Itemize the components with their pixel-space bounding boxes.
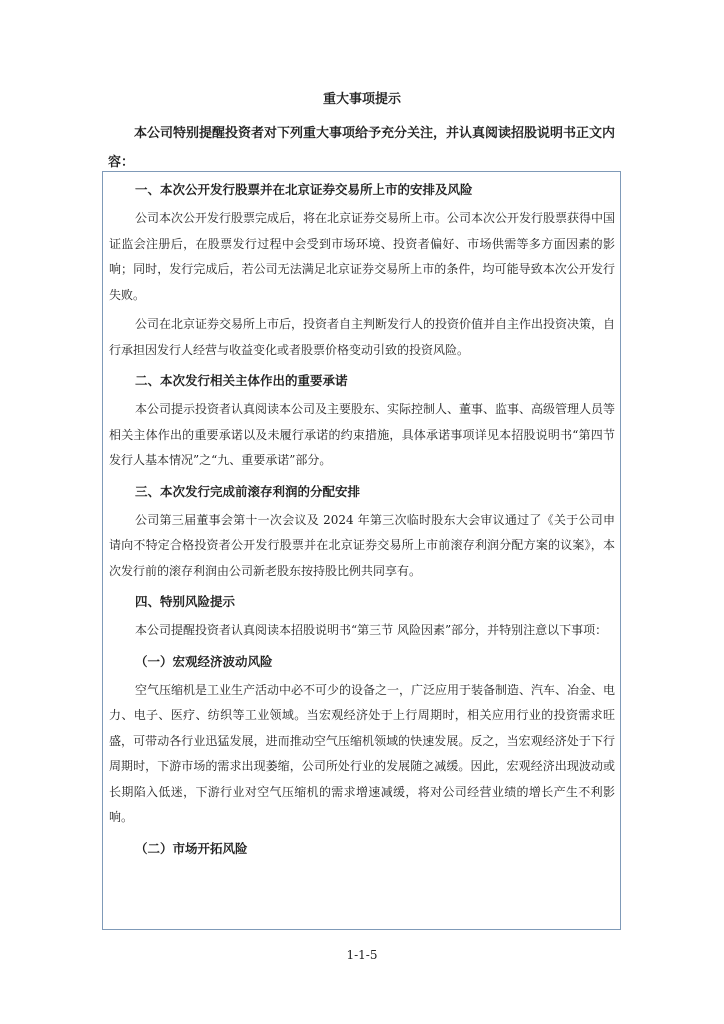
- subsection-heading-macro-risk: （一）宏观经济波动风险: [135, 653, 273, 669]
- section-paragraph: 本公司提醒投资者认真阅读本招股说明书“第三节 风险因素”部分，并特别注意以下事项：: [135, 623, 608, 637]
- section-paragraph: 公司本次公开发行股票完成后，将在北京证券交易所上市。公司本次公开发行股票获得中国证监会注册后，在股票发行过程中会受到市场环境、投资者偏好、市场供需等多方面因素的影响；同时，发行完成后，若公司无法满足北京证券交易所上市的条件，均可能导致本次公开发行失败。: [109, 211, 616, 302]
- section-paragraph: 公司在北京证券交易所上市后，投资者自主判断发行人的投资价值并自主作出投资决策，自行承担因发行人经营与收益变化或者股票价格变动引致的投资风险。: [109, 317, 616, 357]
- section-paragraph: 空气压缩机是工业生产活动中必不可少的设备之一，广泛应用于装备制造、汽车、冶金、电力、电子、医疗、纺织等工业领域。当宏观经济处于上行周期时，相关应用行业的投资需求旺盛，可带动各行业迅猛发展，进而推动空气压缩机领域的快速发展。反之，当宏观经济处于下行周期时，下游市场的需求出现萎缩，公司所处行业的发展随之减缓。因此，宏观经济出现波动或长期陷入低迷，下游行业对空气压缩机的需求增速减缓，将对公司经营业绩的增长产生不利影响。: [109, 682, 616, 824]
- key-matters-content: [109, 176, 615, 865]
- section-heading-risk-notice: 四、特别风险提示: [135, 594, 236, 609]
- intro-paragraph: 本公司特别提醒投资者对下列重大事项给予充分关注，并认真阅读招股说明书正文内容：: [108, 126, 616, 170]
- page-title: 重大事项提示: [322, 92, 401, 107]
- section-paragraph: 公司第三届董事会第十一次会议及 2024 年第三次临时股东大会审议通过了《关于公司申请向不特定合格投资者公开发行股票并在北京证券交易所上市前滚存利润分配方案的议案》，本次发行前的滚存利润由公司新老股东按持股比例共同享有。: [109, 512, 615, 578]
- key-matters-box: [102, 171, 621, 930]
- subsection-heading-market-risk: （二）市场开拓风险: [135, 840, 248, 856]
- page-number: 1-1-5: [346, 948, 378, 962]
- section-paragraph: 本公司提示投资者认真阅读本公司及主要股东、实际控制人、董事、监事、高级管理人员等相关主体作出的重要承诺以及未履行承诺的约束措施，具体承诺事项详见本招股说明书“第四节 发行人基本情况”之“九、重要承诺”部分。: [109, 402, 616, 467]
- section-heading-listing: 一、本次公开发行股票并在北京证券交易所上市的安排及风险: [135, 182, 473, 197]
- section-heading-retained-profits: 三、本次发行完成前滚存利润的分配安排: [135, 483, 361, 499]
- section-heading-commitments: 二、本次发行相关主体作出的重要承诺: [135, 373, 348, 388]
